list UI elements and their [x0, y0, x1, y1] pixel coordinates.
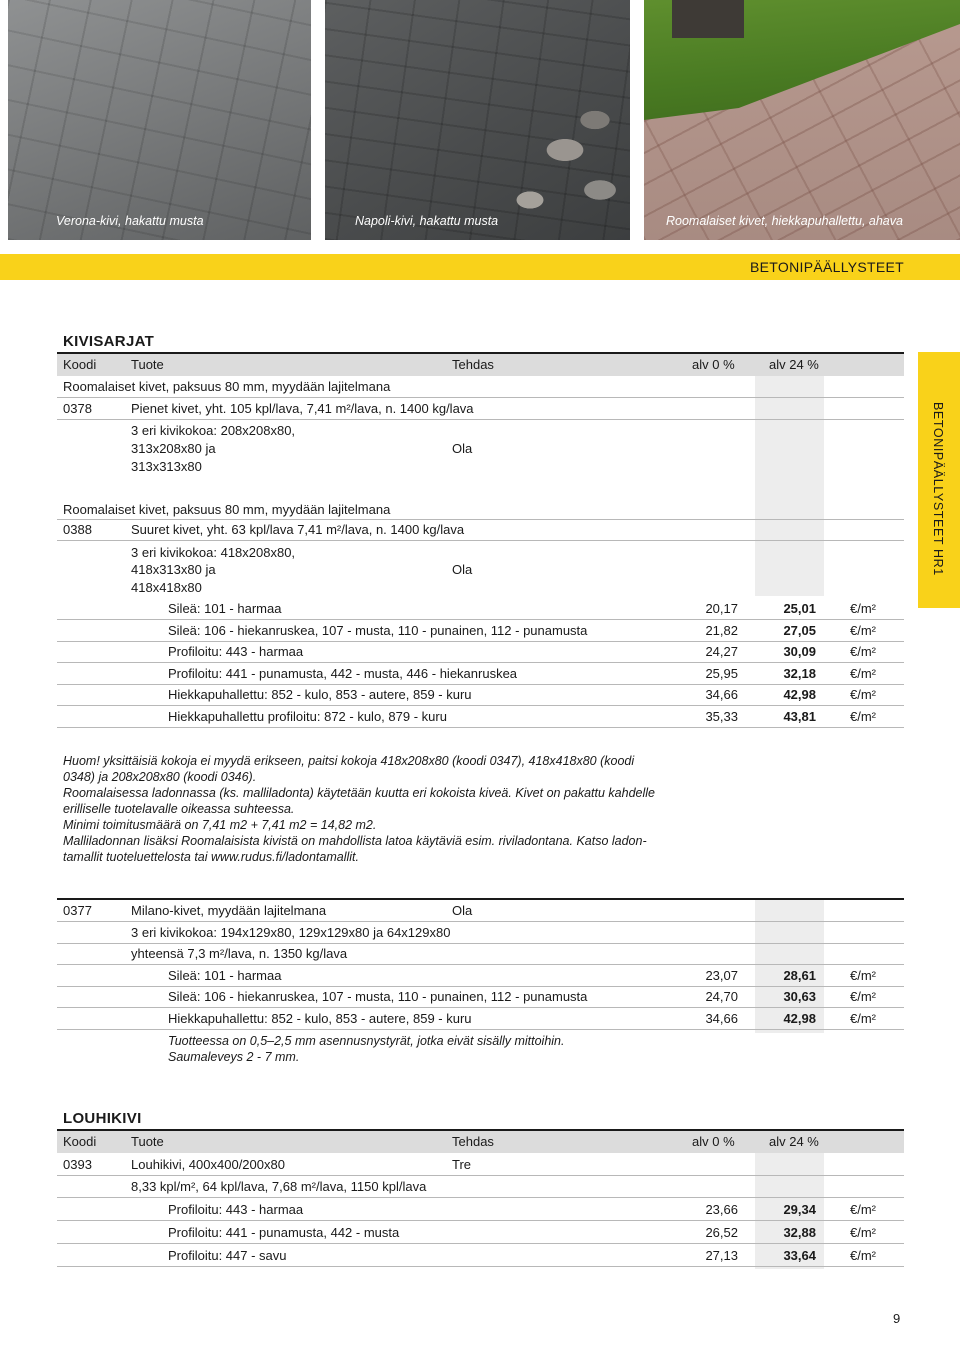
row-rule — [57, 705, 904, 706]
price-alv0: 25,95 — [705, 666, 738, 681]
section-band — [0, 254, 960, 280]
price-alv0: 24,70 — [705, 989, 738, 1004]
photo-statue-base — [672, 0, 744, 38]
price-desc: Profiloitu: 443 - harmaa — [168, 644, 304, 659]
price-alv24: 33,64 — [783, 1248, 816, 1263]
price-alv24: 30,63 — [783, 989, 816, 1004]
side-tab-label: BETONIPÄÄLLYSTEET HR1 — [931, 402, 945, 576]
header-alv0: alv 0 % — [692, 357, 735, 372]
price-desc: Hiekkapuhallettu: 852 - kulo, 853 - autere, 859 - kuru — [168, 687, 472, 702]
factory: Ola — [452, 441, 473, 456]
row-rule — [57, 1266, 904, 1267]
price-desc: Sileä: 106 - hiekanruskea, 107 - musta, 110 - punainen, 112 - punamusta — [168, 623, 588, 638]
photo-caption: Napoli-kivi, hakattu musta — [355, 214, 499, 228]
price-alv24: 32,18 — [783, 666, 816, 681]
alv24-column-shade — [755, 376, 824, 596]
price-unit: €/m² — [850, 666, 876, 681]
price-alv24: 30,09 — [783, 644, 816, 659]
price-alv24: 42,98 — [783, 1011, 816, 1026]
note-line: Minimi toimitusmäärä on 7,41 m2 + 7,41 m2 = 14,82 m2. — [63, 818, 377, 832]
row-rule — [57, 1175, 904, 1176]
header-tuote: Tuote — [131, 1134, 164, 1149]
price-unit: €/m² — [850, 687, 876, 702]
price-alv0: 21,82 — [705, 623, 738, 638]
row-rule — [57, 921, 904, 922]
note-line: Saumaleveys 2 - 7 mm. — [168, 1050, 300, 1064]
product-name: Pienet kivet, yht. 105 kpl/lava, 7,41 m²/lava, n. 1400 kg/lava — [131, 401, 474, 416]
photo-caption: Roomalaiset kivet, hiekkapuhallettu, ahava — [666, 214, 903, 228]
price-alv0: 27,13 — [705, 1248, 738, 1263]
price-desc: Sileä: 106 - hiekanruskea, 107 - musta, 110 - punainen, 112 - punamusta — [168, 989, 588, 1004]
price-desc: Profiloitu: 443 - harmaa — [168, 1202, 304, 1217]
notes-block — [63, 753, 668, 865]
row-rule — [57, 1220, 904, 1221]
row-rule — [57, 1197, 904, 1198]
header-alv24: alv 24 % — [769, 1134, 819, 1149]
header-alv24: alv 24 % — [769, 357, 819, 372]
section-title-kivisarjat: KIVISARJAT — [63, 333, 155, 350]
price-unit: €/m² — [850, 644, 876, 659]
header-koodi: Koodi — [63, 357, 97, 372]
price-unit: €/m² — [850, 1202, 876, 1217]
price-unit: €/m² — [850, 601, 876, 616]
size-line: 418x418x80 — [131, 580, 202, 595]
price-unit: €/m² — [850, 1225, 876, 1240]
row-rule — [57, 1007, 904, 1008]
size-line: 418x313x80 ja — [131, 562, 216, 577]
note-line: erilliselle tuotelavalle oikeassa suhteessa. — [63, 802, 295, 816]
page-number: 9 — [893, 1311, 901, 1326]
price-desc: Profiloitu: 447 - savu — [168, 1248, 287, 1263]
row-rule — [57, 641, 904, 642]
price-alv24: 25,01 — [783, 601, 816, 616]
price-alv24: 27,05 — [783, 623, 816, 638]
row-rule — [57, 519, 904, 520]
price-unit: €/m² — [850, 989, 876, 1004]
price-alv24: 43,81 — [783, 709, 816, 724]
row-rule — [57, 727, 904, 728]
price-unit: €/m² — [850, 1011, 876, 1026]
row-rule — [57, 397, 904, 398]
size-line: 313x313x80 — [131, 459, 202, 474]
product-code: 0378 — [63, 401, 92, 416]
size-line: 3 eri kivikokoa: 194x129x80, 129x129x80 ja 64x129x80 — [131, 925, 451, 940]
price-alv0: 26,52 — [705, 1225, 738, 1240]
group-heading: Roomalaiset kivet, paksuus 80 mm, myydään lajitelmana — [63, 502, 391, 517]
size-line: 3 eri kivikokoa: 208x208x80, — [131, 423, 296, 438]
price-alv0: 34,66 — [705, 1011, 738, 1026]
note-line: Roomalaisessa ladonnassa (ks. malliladonta) käytetään kuutta eri kokoista kiveä. Kivet on pakattu kahdelle — [63, 786, 655, 800]
total-line: yhteensä 7,3 m²/lava, n. 1350 kg/lava — [131, 946, 348, 961]
price-unit: €/m² — [850, 968, 876, 983]
price-alv0: 23,66 — [705, 1202, 738, 1217]
price-unit: €/m² — [850, 709, 876, 724]
product-code: 0388 — [63, 522, 92, 537]
group-heading: Roomalaiset kivet, paksuus 80 mm, myydään lajitelmana — [63, 379, 391, 394]
note-line: Huom! yksittäisiä kokoja ei myydä erikseen, paitsi kokoja 418x208x80 (koodi 0347), 418x418x80 (koodi — [63, 754, 635, 768]
header-koodi: Koodi — [63, 1134, 97, 1149]
header-alv0: alv 0 % — [692, 1134, 735, 1149]
row-rule — [57, 619, 904, 620]
size-line: 3 eri kivikokoa: 418x208x80, — [131, 545, 296, 560]
size-line: 313x208x80 ja — [131, 441, 216, 456]
photo-verona — [8, 0, 311, 240]
price-desc: Hiekkapuhallettu: 852 - kulo, 853 - autere, 859 - kuru — [168, 1011, 472, 1026]
note-line: Tuotteessa on 0,5–2,5 mm asennusnystyrät, jotka eivät sisälly mittoihin. — [168, 1034, 565, 1048]
row-rule — [57, 540, 904, 541]
note-line: 0348) ja 208x208x80 (koodi 0346). — [63, 770, 257, 784]
price-unit: €/m² — [850, 623, 876, 638]
price-alv0: 35,33 — [705, 709, 738, 724]
photo-roomalaiset — [644, 0, 960, 240]
header-tuote: Tuote — [131, 357, 164, 372]
spec-line: 8,33 kpl/m², 64 kpl/lava, 7,68 m²/lava, 1150 kpl/lava — [131, 1179, 427, 1194]
section-title-louhikivi: LOUHIKIVI — [63, 1110, 142, 1127]
row-rule — [57, 662, 904, 663]
price-alv24: 29,34 — [783, 1202, 816, 1217]
row-rule — [57, 1243, 904, 1244]
price-alv0: 20,17 — [705, 601, 738, 616]
factory: Ola — [452, 562, 473, 577]
side-tab[interactable] — [918, 352, 960, 608]
milano-notes — [168, 1033, 618, 1065]
price-alv24: 28,61 — [783, 968, 816, 983]
row-rule — [57, 1029, 904, 1030]
price-alv24: 42,98 — [783, 687, 816, 702]
photo-caption: Verona-kivi, hakattu musta — [56, 214, 204, 228]
row-rule — [57, 943, 904, 944]
price-desc: Sileä: 101 - harmaa — [168, 601, 282, 616]
row-rule — [57, 684, 904, 685]
product-name: Louhikivi, 400x400/200x80 — [131, 1157, 285, 1172]
row-rule — [57, 964, 904, 965]
price-alv24: 32,88 — [783, 1225, 816, 1240]
product-code: 0377 — [63, 903, 92, 918]
price-unit: €/m² — [850, 1248, 876, 1263]
header-tehdas: Tehdas — [452, 357, 494, 372]
product-name: Milano-kivet, myydään lajitelmana — [131, 903, 327, 918]
factory: Ola — [452, 903, 473, 918]
price-alv0: 23,07 — [705, 968, 738, 983]
note-line: tamallit tuoteluettelosta tai www.rudus.fi/ladontamallit. — [63, 850, 359, 864]
price-alv0: 24,27 — [705, 644, 738, 659]
price-desc: Profiloitu: 441 - punamusta, 442 - musta — [168, 1225, 400, 1240]
row-rule — [57, 986, 904, 987]
row-rule — [57, 419, 904, 420]
band-title: BETONIPÄÄLLYSTEET — [750, 259, 904, 275]
factory: Tre — [452, 1157, 472, 1172]
header-tehdas: Tehdas — [452, 1134, 494, 1149]
price-alv0: 34,66 — [705, 687, 738, 702]
price-desc: Sileä: 101 - harmaa — [168, 968, 282, 983]
note-line: Malliladonnan lisäksi Roomalaisista kivistä on mahdollista latoa käytäviä esim. riviladontana. Katso ladon- — [63, 834, 647, 848]
price-desc: Profiloitu: 441 - punamusta, 442 - musta, 446 - hiekanruskea — [168, 666, 518, 681]
product-code: 0393 — [63, 1157, 92, 1172]
product-name: Suuret kivet, yht. 63 kpl/lava 7,41 m²/lava, n. 1400 kg/lava — [131, 522, 465, 537]
price-desc: Hiekkapuhallettu profiloitu: 872 - kulo, 879 - kuru — [168, 709, 447, 724]
photo-napoli — [325, 0, 630, 240]
